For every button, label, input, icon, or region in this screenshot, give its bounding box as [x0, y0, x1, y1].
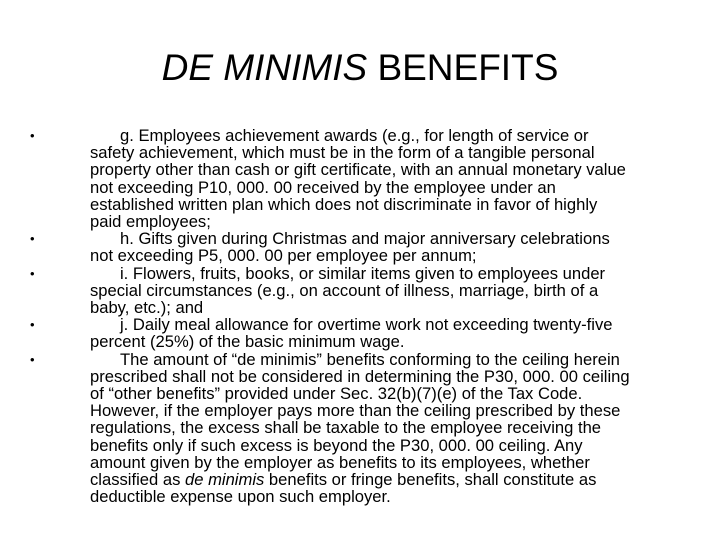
bullet-line: safety achievement, which must be in the form of a tangible personal	[90, 143, 595, 163]
bullet-line: special circumstances (e.g., on account of illness, marriage, birth of a	[90, 280, 599, 300]
bullet-icon: •	[30, 231, 35, 247]
bullet-icon: •	[30, 128, 35, 143]
text-run: classified as	[90, 470, 185, 490]
bullet-line: established written plan which does not discriminate in favor of highly	[90, 194, 598, 214]
slide-title-italic: DE MINIMIS	[161, 47, 368, 88]
bullet-item-i	[30, 265, 690, 317]
bullet-line: i. Flowers, fruits, books, or similar items given to employees under	[120, 263, 606, 283]
bullet-line: property other than cash or gift certificate, with an annual monetary value	[90, 160, 626, 180]
bullet-line: paid employees;	[90, 212, 211, 232]
bullet-line: deductible expense upon such employer.	[90, 487, 391, 507]
bullet-item-g	[30, 127, 690, 230]
bullet-line: However, if the employer pays more than the ceiling prescribed by these	[90, 401, 621, 421]
bullet-icon: •	[30, 265, 35, 281]
slide-title-rest: BENEFITS	[367, 47, 559, 88]
bullet-line: h. Gifts given during Christmas and major anniversary celebrations	[120, 229, 610, 249]
bullet-item-ceiling-note	[30, 351, 690, 506]
bullet-line: percent (25%) of the basic minimum wage.	[90, 332, 405, 352]
bullet-item-h	[30, 230, 690, 264]
bullet-line: not exceeding P5, 000. 00 per employee per annum;	[90, 246, 477, 266]
bullet-line: regulations, the excess shall be taxable to the employee receiving the	[90, 418, 602, 438]
bullet-line-mixed	[90, 471, 690, 488]
bullet-line: not exceeding P10, 000. 00 received by the employee under an	[90, 177, 556, 197]
text-run: benefits or fringe benefits, shall constitute as	[264, 470, 597, 490]
slide-title	[0, 46, 720, 90]
bullet-line: g. Employees achievement awards (e.g., for length of service or	[120, 126, 589, 145]
bullet-line: The amount of “de minimis” benefits conforming to the ceiling herein	[120, 349, 620, 369]
bullet-icon: •	[30, 351, 35, 367]
bullet-line: baby, etc.); and	[90, 298, 204, 318]
bullet-icon: •	[30, 317, 35, 333]
text-run-italic: de minimis	[185, 470, 265, 490]
bullet-list	[30, 127, 690, 505]
bullet-line: benefits only if such excess is beyond the P30, 000. 00 ceiling. Any	[90, 435, 583, 455]
bullet-line: of “other benefits” provided under Sec. 32(b)(7)(e) of the Tax Code.	[90, 384, 583, 404]
bullet-line: prescribed shall not be considered in determining the P30, 000. 00 ceiling	[90, 366, 630, 386]
bullet-line: j. Daily meal allowance for overtime work not exceeding twenty-five	[120, 315, 613, 335]
bullet-line: amount given by the employer as benefits to its employees, whether	[90, 452, 590, 472]
bullet-item-j	[30, 316, 690, 350]
